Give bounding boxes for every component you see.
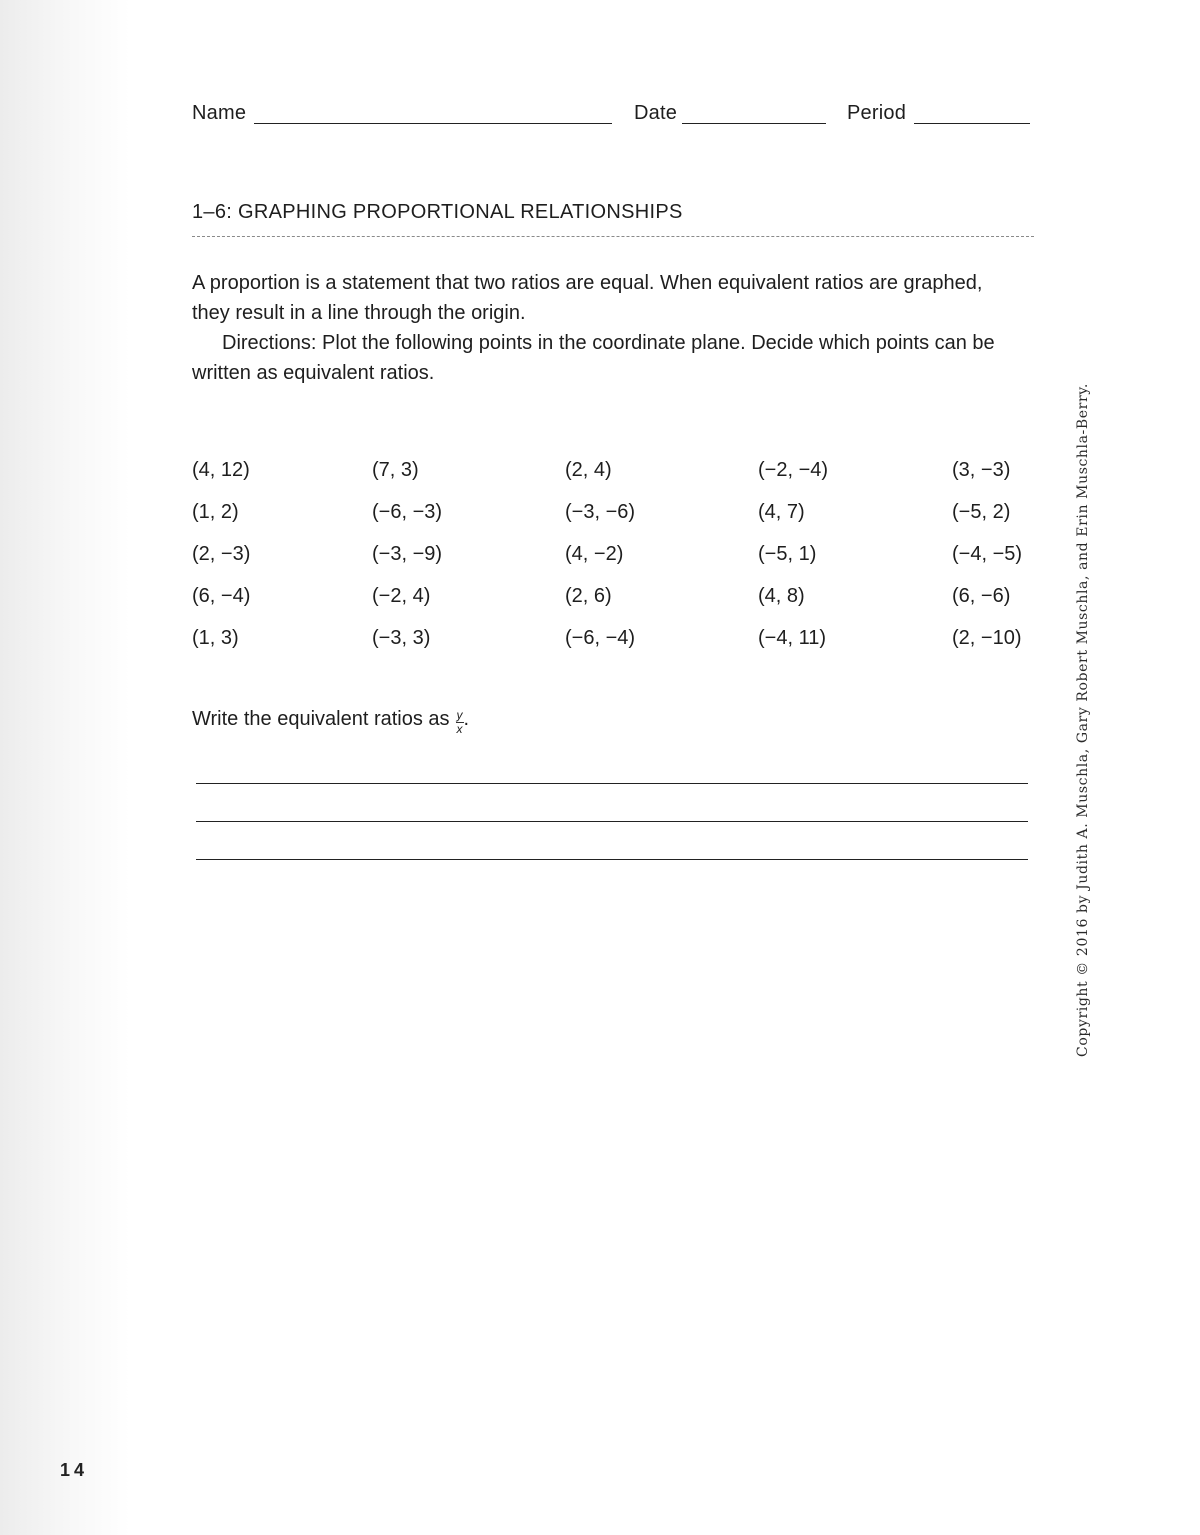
point-item: (−4, 11) (758, 627, 826, 649)
directions-paragraph: Directions: Plot the following points in the coordinate plane. Decide which points can be written as equivalent ratios. (192, 332, 995, 384)
point-item: (−4, −5) (952, 543, 1023, 565)
point-item: (2, −3) (192, 543, 251, 565)
title-divider (192, 236, 1034, 237)
page-number: 14 (60, 1460, 89, 1480)
answer-line-1[interactable] (196, 783, 1028, 784)
point-item: (2, 4) (565, 459, 612, 481)
point-item: (−2, 4) (372, 585, 431, 607)
point-item: (7, 3) (372, 459, 419, 481)
point-item: (−3, −9) (372, 543, 443, 565)
points-grid (192, 459, 1052, 674)
point-item: (2, −10) (952, 627, 1022, 649)
name-label: Name (192, 102, 247, 124)
point-item: (−3, 3) (372, 627, 431, 649)
point-item: (−6, −3) (372, 501, 443, 523)
point-item: (−6, −4) (565, 627, 636, 649)
point-item: (6, −4) (192, 585, 251, 607)
period-field[interactable] (914, 123, 1030, 124)
write-ratios-text: Write the equivalent ratios as (192, 708, 450, 730)
point-item: (−2, −4) (758, 459, 829, 481)
write-ratios-prompt (192, 708, 469, 736)
worksheet-title: 1–6: GRAPHING PROPORTIONAL RELATIONSHIPS (192, 201, 683, 223)
point-item: (1, 3) (192, 627, 239, 649)
point-item: (−5, 1) (758, 543, 817, 565)
point-item: (1, 2) (192, 501, 239, 523)
y-over-x-fraction (456, 709, 464, 736)
point-item: (−3, −6) (565, 501, 636, 523)
answer-line-3[interactable] (196, 859, 1028, 860)
point-item: (4, 8) (758, 585, 805, 607)
fraction-denominator: x (456, 722, 463, 736)
point-item: (4, −2) (565, 543, 624, 565)
student-info-row (192, 102, 1032, 128)
date-field[interactable] (682, 123, 826, 124)
name-field[interactable] (254, 123, 612, 124)
point-item: (2, 6) (565, 585, 612, 607)
point-item: (−5, 2) (952, 501, 1011, 523)
answer-line-2[interactable] (196, 821, 1028, 822)
point-item: (4, 7) (758, 501, 805, 523)
date-label: Date (634, 102, 678, 124)
prompt-period: . (463, 708, 470, 730)
point-item: (3, −3) (952, 459, 1011, 481)
point-item: (6, −6) (952, 585, 1011, 607)
point-item: (4, 12) (192, 459, 250, 481)
period-label: Period (847, 102, 907, 124)
copyright-notice: Copyright © 2016 by Judith A. Muschla, Gary Robert Muschla, and Erin Muschla-Berry. (1075, 383, 1091, 1057)
fraction-numerator: y (456, 708, 463, 722)
intro-paragraph: A proportion is a statement that two ratios are equal. When equivalent ratios are graphed, they result in a line through the origin. (192, 272, 983, 324)
